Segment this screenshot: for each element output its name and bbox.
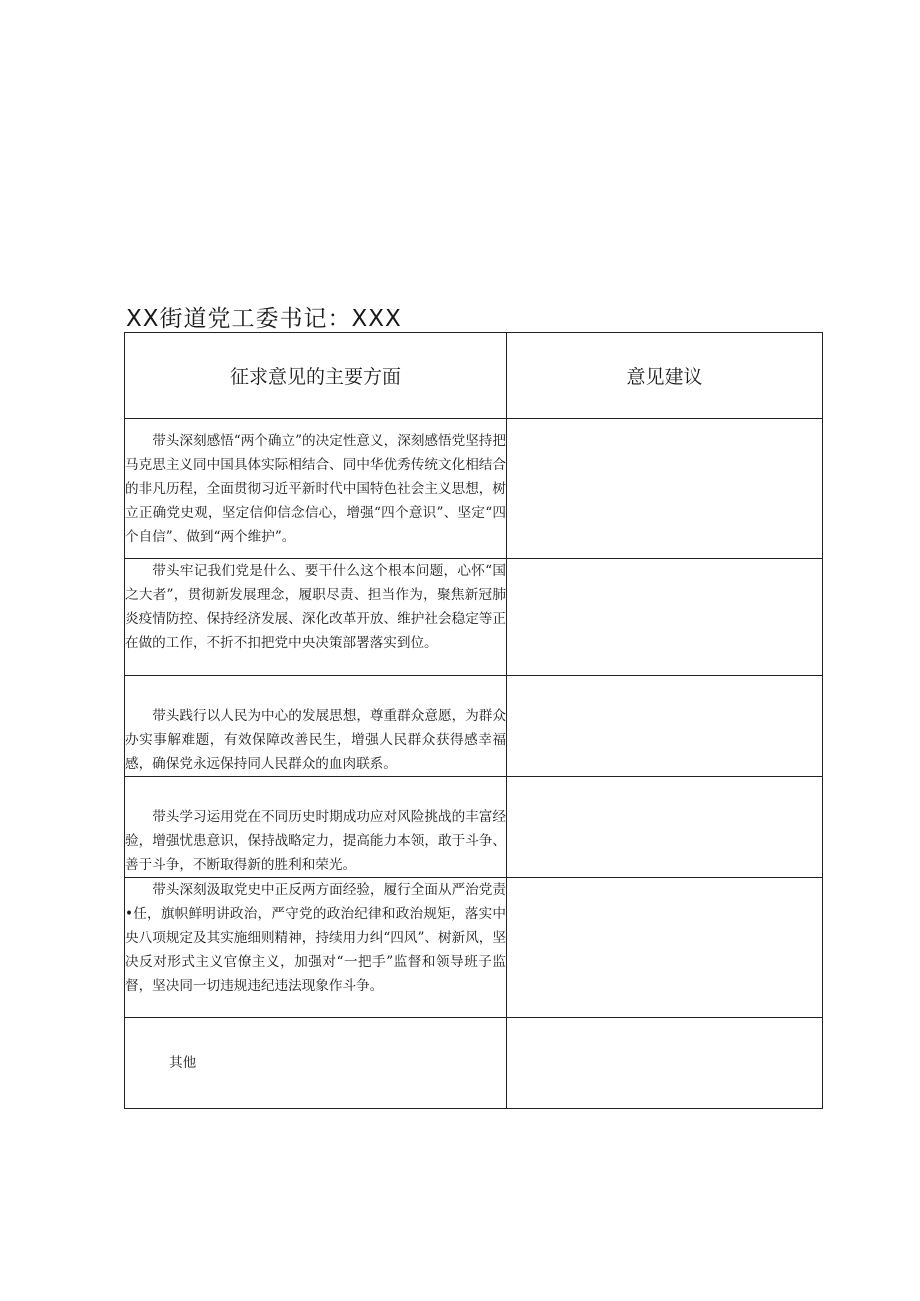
aspect-cell: 带头学习运用党在不同历史时期成功应对风险挑战的丰富经验，增强忧患意识，保持战略定力，提高能力本领，敢于斗争、善于斗争，不断取得新的胜利和荣光。	[125, 777, 507, 878]
opinion-cell[interactable]	[507, 559, 823, 676]
table-header-row	[125, 333, 823, 419]
header-opinion: 意见建议	[507, 333, 823, 419]
aspect-cell-other: 其他	[125, 1018, 507, 1109]
header-aspect: 征求意见的主要方面	[125, 333, 507, 419]
table-row	[125, 777, 823, 878]
aspect-cell: 带头践行以人民为中心的发展思想，尊重群众意愿，为群众办实事解难题，有效保障改善民生，增强人民群众获得感幸福感，确保党永远保持同人民群众的血肉联系。	[125, 676, 507, 777]
aspect-cell: 带头深刻汲取党史中正反两方面经验，履行全面从严治党责•任，旗帜鲜明讲政治，严守党的政治纪律和政治规矩，落实中央八项规定及其实施细则精神，持续用力纠“四风”、树新风，坚决反对形式主义官僚主义，加强对“一把手”监督和领导班子监督，坚决同一切违规违纪违法现象作斗争。	[125, 878, 507, 1018]
document-title: XX街道党工委书记：XXX	[126, 306, 402, 332]
table-row	[125, 676, 823, 777]
table-row	[125, 559, 823, 676]
opinion-cell[interactable]	[507, 676, 823, 777]
aspect-cell: 带头深刻感悟“两个确立”的决定性意义，深刻感悟党坚持把马克思主义同中国具体实际相结合、同中华优秀传统文化相结合的非凡历程，全面贯彻习近平新时代中国特色社会主义思想，树立正确党史观，坚定信仰信念信心，增强“四个意识”、坚定“四个自信”、做到“两个维护”。	[125, 419, 507, 559]
opinion-cell[interactable]	[507, 1018, 823, 1109]
table-row	[125, 1018, 823, 1109]
table-row	[125, 878, 823, 1018]
opinion-cell[interactable]	[507, 419, 823, 559]
opinion-table	[124, 332, 823, 1109]
opinion-cell[interactable]	[507, 777, 823, 878]
opinion-cell[interactable]	[507, 878, 823, 1018]
aspect-cell: 带头牢记我们党是什么、要干什么这个根本问题，心怀“国之大者”，贯彻新发展理念，履职尽责、担当作为，聚焦新冠肺炎疫情防控、保持经济发展、深化改革开放、维护社会稳定等正在做的工作，不折不扣把党中央决策部署落实到位。	[125, 559, 507, 676]
table-row	[125, 419, 823, 559]
